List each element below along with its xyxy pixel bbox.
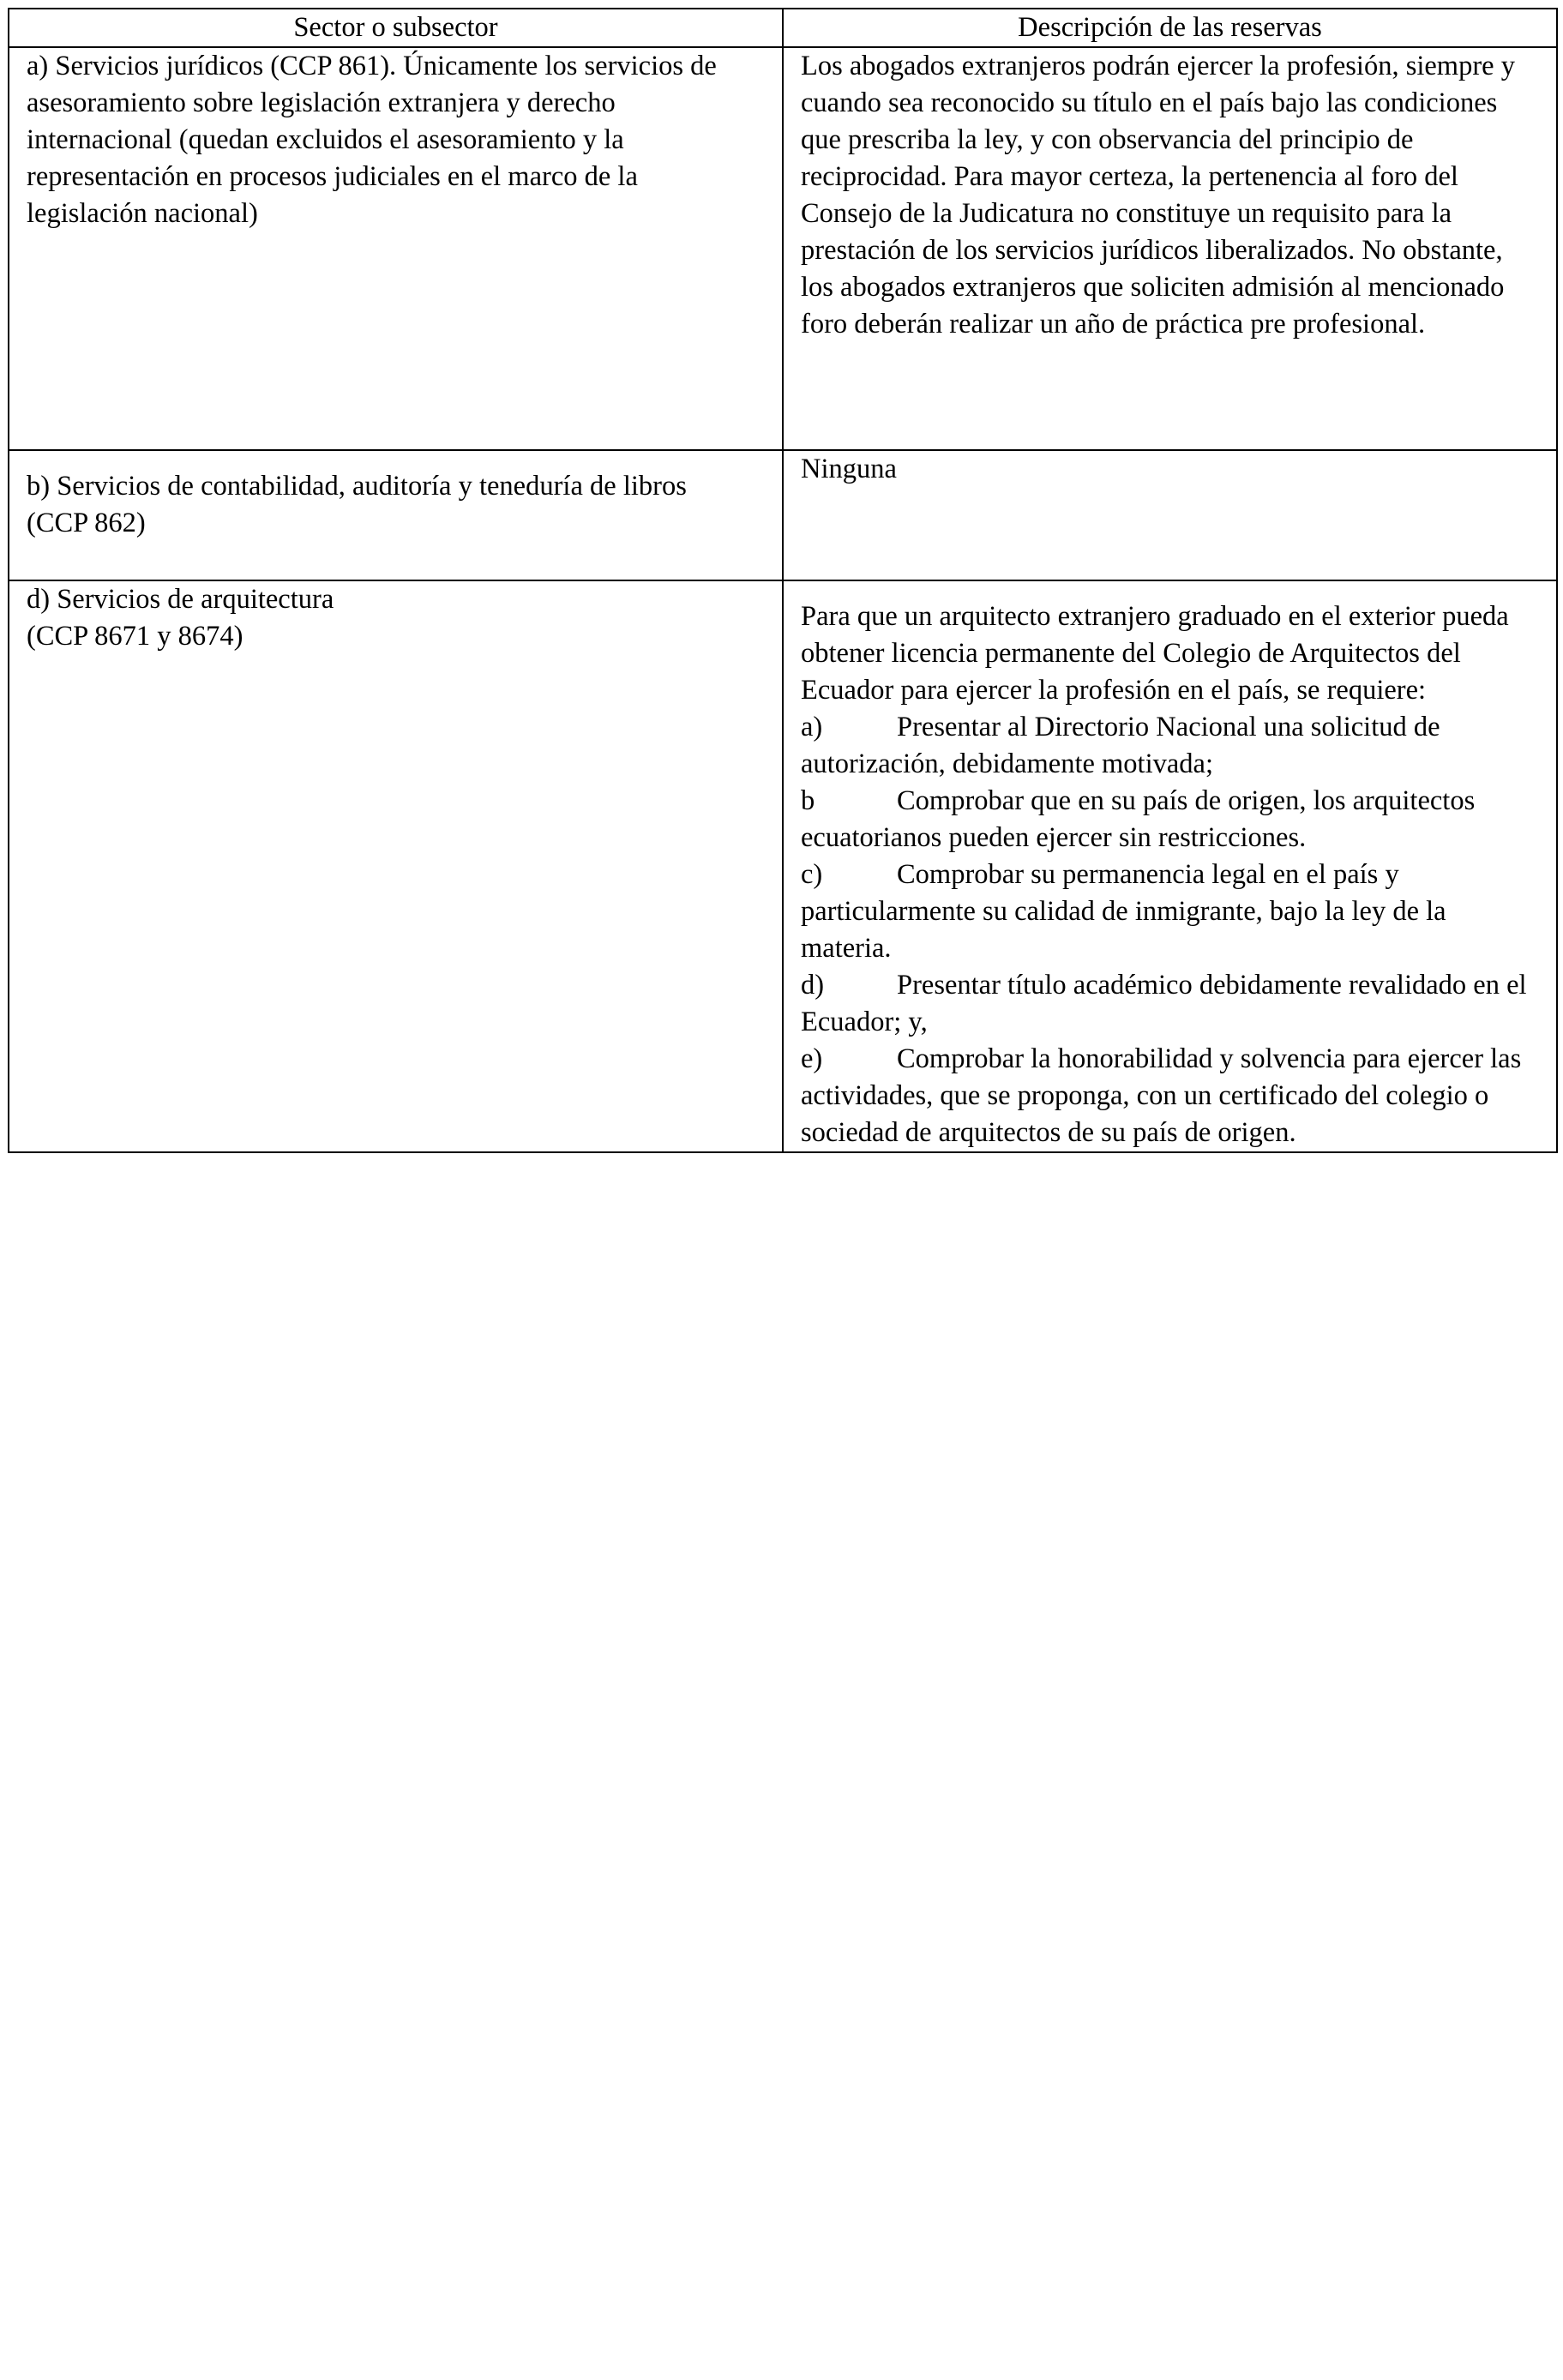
requirement-item: [801, 967, 1539, 1041]
requirement-marker: a): [801, 712, 823, 742]
header-description: Descripción de las reservas: [783, 9, 1557, 47]
requirement-item: [801, 709, 1539, 783]
sector-cell-contabilidad: [9, 450, 783, 580]
sector-cell-arquitectura: [9, 580, 783, 1152]
requirements-intro: Para que un arquitecto extranjero graduado en el exterior pueda obtener licencia permanente del Colegio de Arquitectos del Ecuador para ejercer la profesión en el país, se requiere:: [801, 601, 1509, 706]
description-cell-arquitectura: [783, 580, 1557, 1152]
requirement-marker: e): [801, 1043, 823, 1074]
sector-code: (CCP 862): [27, 508, 146, 538]
requirement-item: [801, 1041, 1539, 1151]
table-header-row: [9, 9, 1557, 47]
table-row: [9, 580, 1557, 1152]
sector-cell-juridicos: a) Servicios jurídicos (CCP 861). Únicamente los servicios de asesoramiento sobre legislación extranjera y derecho internacional (quedan excluidos el asesoramiento y la representación en procesos judiciales en el marco de la legislación nacional): [9, 47, 783, 450]
requirement-text: Comprobar su permanencia legal en el país y particularmente su calidad de inmigrante, bajo la ley de la materia.: [801, 859, 1446, 964]
requirement-marker: b: [801, 785, 815, 816]
reserves-table: [8, 8, 1558, 1153]
sector-code: (CCP 8671 y 8674): [27, 621, 243, 652]
document-page: [8, 8, 1556, 1153]
requirement-text: Presentar título académico debidamente revalidado en el Ecuador; y,: [801, 970, 1527, 1037]
requirement-text: Comprobar la honorabilidad y solvencia para ejercer las actividades, que se proponga, con un certificado del colegio o sociedad de arquitectos de su país de origen.: [801, 1043, 1522, 1148]
requirement-item: [801, 783, 1539, 856]
sector-name: b) Servicios de contabilidad, auditoría y teneduría de libros: [27, 471, 687, 502]
requirement-marker: d): [801, 970, 825, 1001]
sector-name: d) Servicios de arquitectura: [27, 584, 334, 615]
requirement-text: Comprobar que en su país de origen, los arquitectos ecuatorianos pueden ejercer sin restricciones.: [801, 785, 1476, 853]
table-row: [9, 450, 1557, 580]
description-cell-contabilidad: Ninguna: [783, 450, 1557, 580]
description-cell-juridicos: Los abogados extranjeros podrán ejercer la profesión, siempre y cuando sea reconocido su título en el país bajo las condiciones que prescriba la ley, y con observancia del principio de reciprocidad. Para mayor certeza, la pertenencia al foro del Consejo de la Judicatura no constituye un requisito para la prestación de los servicios jurídicos liberalizados. No obstante, los abogados extranjeros que soliciten admisión al mencionado foro deberán realizar un año de práctica pre profesional.: [783, 47, 1557, 450]
requirement-text: Presentar al Directorio Nacional una solicitud de autorización, debidamente motivada;: [801, 712, 1440, 779]
requirement-item: [801, 856, 1539, 967]
requirement-marker: c): [801, 859, 823, 890]
table-row: [9, 47, 1557, 450]
header-sector: Sector o subsector: [9, 9, 783, 47]
